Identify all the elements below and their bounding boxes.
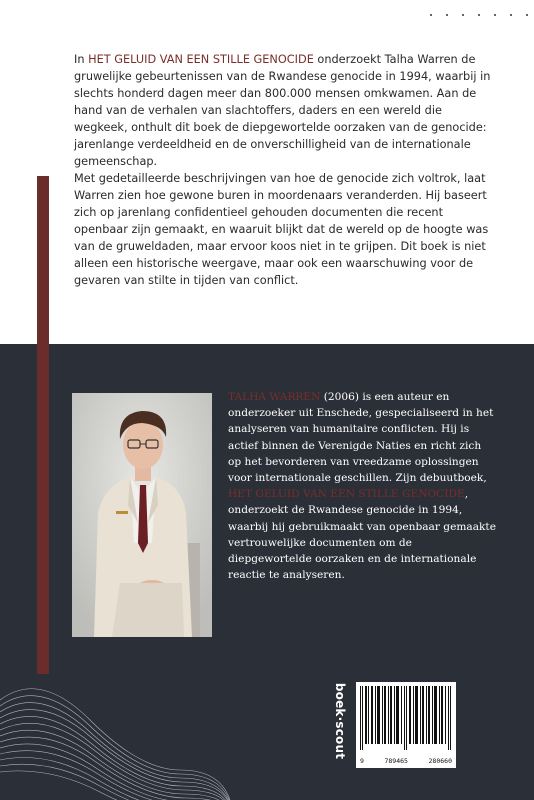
blurb-paragraph-1 — [74, 51, 492, 170]
isbn-barcode — [356, 682, 456, 768]
author-photo — [72, 393, 212, 637]
bio-text-1: (2006) is een auteur en onderzoeker uit Enschede, gespecialiseerd in het analyseren van humanitaire conflicten. Hij is actief binnen de Verenigde Naties en richt zich op het bevorderen van vreedzame oplossingen voor internationale geschillen. Zijn debuutboek, — [228, 391, 494, 485]
bio-book-title: HET GELUID VAN EEN STILLE GENOCIDE — [228, 488, 465, 501]
bio-author-name: TALHA WARREN — [228, 391, 321, 403]
blurb-book-title: HET GELUID VAN EEN STILLE GENOCIDE — [88, 53, 314, 66]
blurb-paragraph-1-text: onderzoekt Talha Warren de gruwelijke gebeurtenissen van de Rwandese genocide in 1994, waarbij in slechts honderd dagen meer dan 800.000 mensen omkwamen. Aan de hand van de verhalen van slachtoffers, daders en een wereld die wegkeek, onthult dit boek de diepgewortelde oorzaken van de genocide: jarenlange verdeeldheid en de onverschilligheid van de internationale gemeenschap. — [74, 53, 491, 168]
isbn-first-digit: 9 — [360, 757, 364, 765]
barcode-icon — [356, 682, 456, 754]
wave-lines-decoration — [0, 660, 230, 800]
publisher-logo-text: boek·scout — [333, 682, 347, 760]
author-portrait-icon — [72, 393, 212, 637]
red-accent-bar — [37, 176, 49, 674]
blurb-paragraph-2: Met gedetailleerde beschrijvingen van hoe de genocide zich voltrok, laat Warren zien hoe gewone buren in moordenaars veranderden. Hij baseert zich op jarenlang confidentieel gehouden documenten die recent openbaar zijn gemaakt, en waaruit blijkt dat de wereld op de hoogte was van de gruweldaden, maar ervoor koos niet in te grijpen. Dit boek is niet alleen een historische weergave, maar ook een waarschuwing voor de gevaren van stilte in tijden van conflict. — [74, 172, 489, 287]
isbn-group-2: 280660 — [428, 757, 452, 765]
bio-text-2: , onderzoekt de Rwandese genocide in 1994, waarbij hij gebruikmaakt van openbaar gemaakte vertrouwelijke documenten om de diepgewortelde oorzaken en de internationale reactie te analyseren. — [228, 488, 496, 582]
publisher-logo — [330, 676, 350, 766]
top-section — [0, 0, 534, 344]
blurb-prefix: In — [74, 53, 89, 66]
book-blurb — [74, 51, 492, 289]
isbn-group-1: 789465 — [384, 757, 408, 765]
isbn-number — [356, 757, 456, 765]
author-bio — [228, 389, 496, 583]
decorative-dots — [430, 14, 528, 16]
